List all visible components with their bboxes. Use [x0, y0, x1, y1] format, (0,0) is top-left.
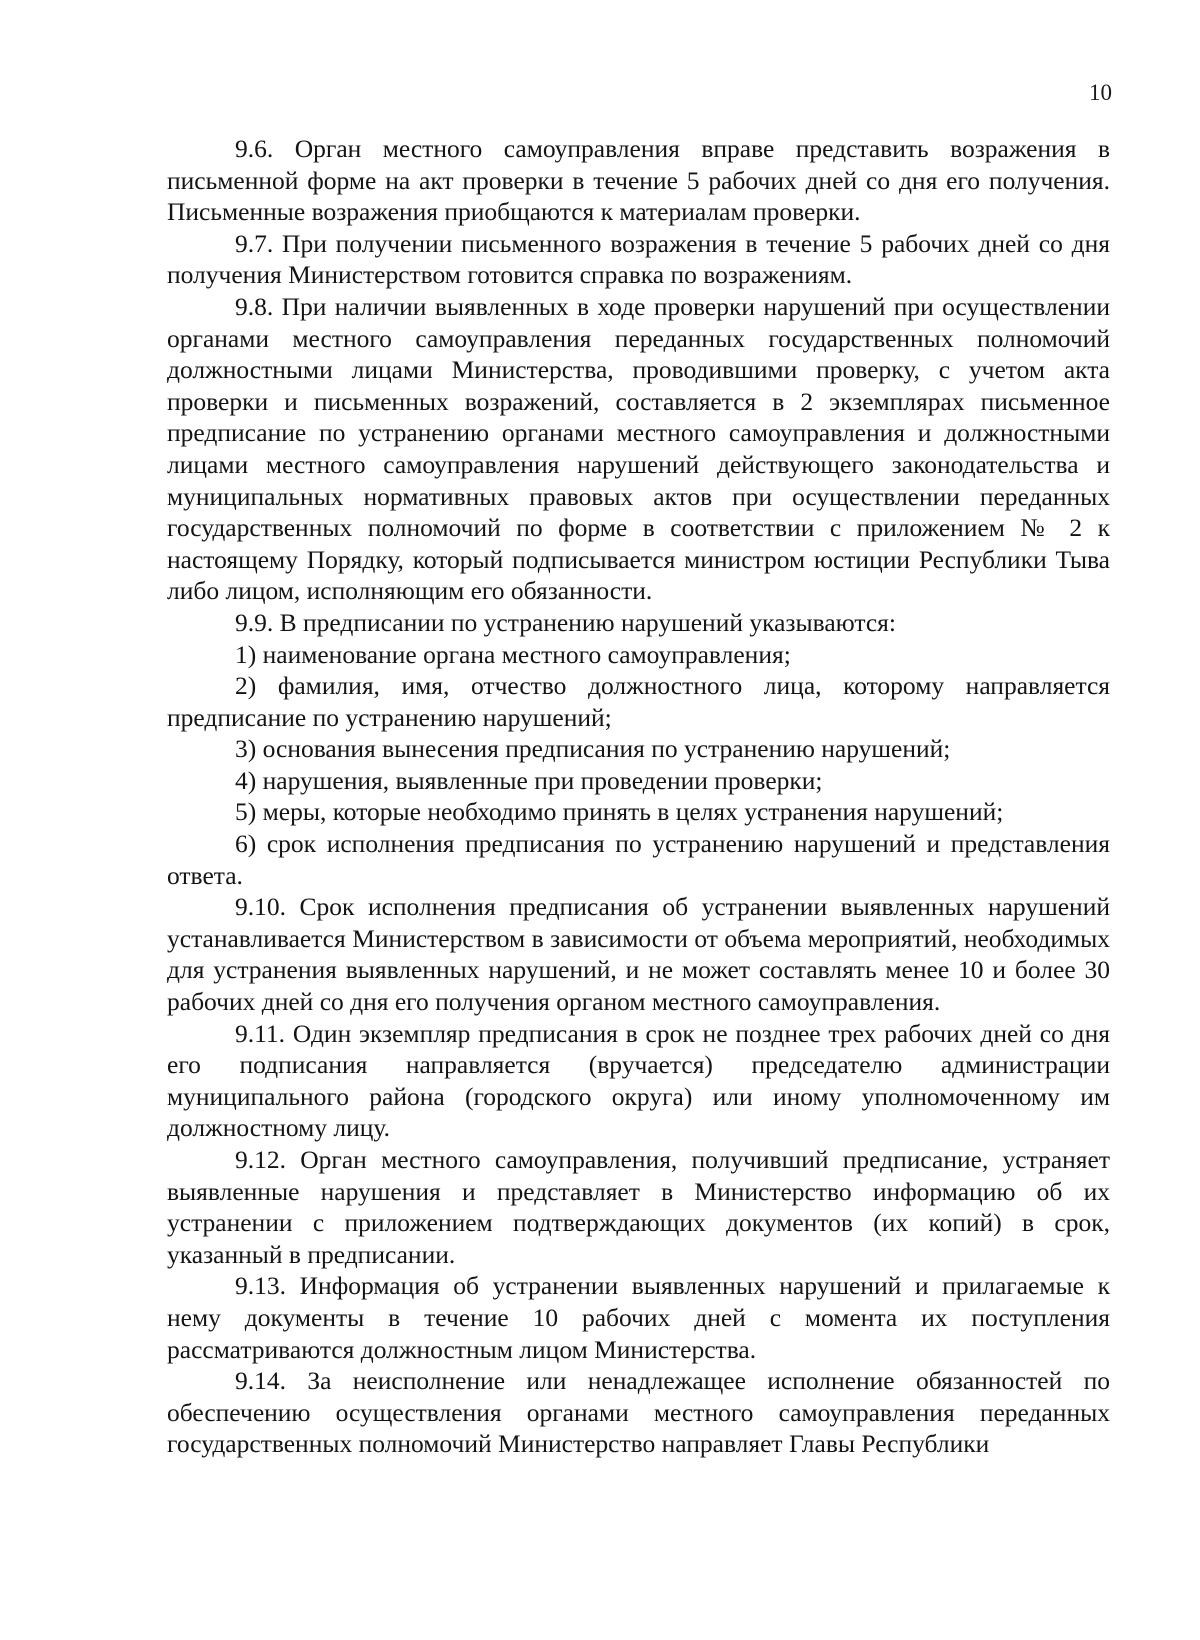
paragraph-9-9: 9.9. В предписании по устранению нарушений указываются: [235, 607, 896, 637]
page-number: 10 [1089, 80, 1112, 105]
paragraph-9-7: 9.7. При получении письменного возражения в течение 5 рабочих дней со дня получения Министерством готовится справка по возражениям. [167, 228, 1110, 290]
paragraph-9-6: 9.6. Орган местного самоуправления вправе представить возражения в письменной форме на акт проверки в течение 5 рабочих дней со дня его получения. Письменные возражения приобщаются к материалам проверки. [167, 134, 1110, 227]
document-body [167, 133, 1110, 1460]
paragraph-9-10: 9.10. Срок исполнения предписания об устранении выявленных нарушений устанавливается Министерством в зависимости от объема мероприятий, необходимых для устранения выявленных нарушений, и не может составлять менее 10 и более 30 рабочих дней со дня его получения органом местного самоуправления. [167, 892, 1110, 1017]
paragraph-9-11: 9.11. Один экземпляр предписания в срок не позднее трех рабочих дней со дня его подписания направляется (вручается) председателю администрации муниципального района (городского округа) или иному уполномоченному им должностному лицу. [167, 1018, 1110, 1143]
paragraph-9-12: 9.12. Орган местного самоуправления, получивший предписание, устраняет выявленные нарушения и представляет в Министерство информацию об их устранении с приложением подтверждающих документов (их копий) в срок, указанный в предписании. [167, 1145, 1110, 1269]
list-item-1: 1) наименование органа местного самоуправления; [235, 639, 791, 669]
paragraph-9-14: 9.14. За неисполнение или ненадлежащее исполнение обязанностей по обеспечению осуществления органами местного самоуправления переданных государственных полномочий Министерство направляет Главы Республики [167, 1366, 1110, 1459]
paragraph-9-8: 9.8. При наличии выявленных в ходе проверки нарушений при осуществлении органами местного самоуправления переданных государственных полномочий должностными лицами Министерства, проводившими проверку, с учетом акта проверки и письменных возражений, составляется в 2 экземплярах письменное предписание по устранению органами местного самоуправления и должностными лицами местного самоуправления нарушений действующего законодательства и муниципальных нормативных правовых актов при осуществлении переданных государственных полномочий по форме в соответствии с приложением № 2 к настоящему Порядку, который подписывается министром юстиции Республики Тыва либо лицом, исполняющим его обязанности. [167, 291, 1110, 606]
list-item-5: 5) меры, которые необходимо принять в целях устранения нарушений; [235, 797, 1004, 827]
list-item-4: 4) нарушения, выявленные при проведении проверки; [235, 765, 823, 795]
list-item-3: 3) основания вынесения предписания по устранению нарушений; [235, 734, 951, 764]
list-item-6: 6) срок исполнения предписания по устранению нарушений и представления ответа. [167, 829, 1110, 890]
list-item-2: 2) фамилия, имя, отчество должностного лица, которому направляется предписание по устранению нарушений; [167, 671, 1110, 732]
paragraph-9-13: 9.13. Информация об устранении выявленных нарушений и прилагаемые к нему документы в течение 10 рабочих дней с момента их поступления рассматриваются должностным лицом Министерства. [167, 1271, 1110, 1364]
